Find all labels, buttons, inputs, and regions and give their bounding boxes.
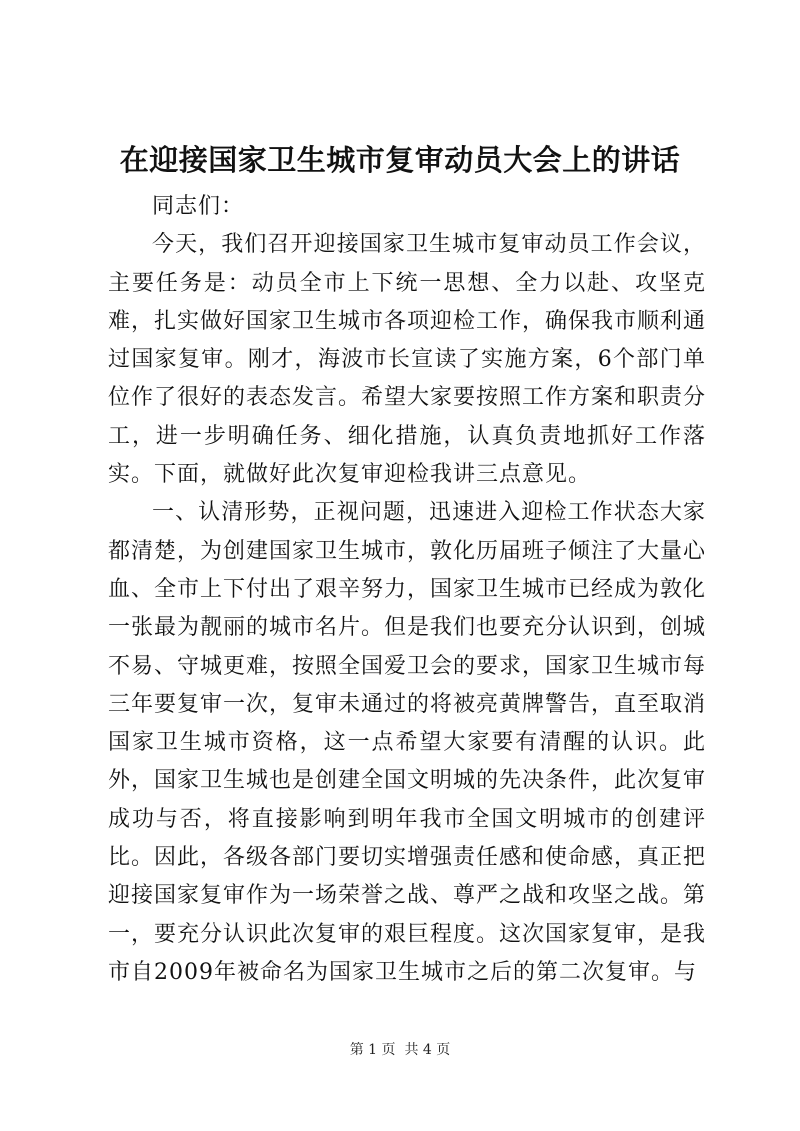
page-number: 第 1 页 共 4 页 [349, 1042, 451, 1058]
document-title: 在迎接国家卫生城市复审动员大会上的讲话 [119, 143, 681, 177]
page-footer [0, 1040, 800, 1060]
salutation-paragraph: 同志们： [152, 194, 245, 219]
body-paragraph: 今天，我们召开迎接国家卫生城市复审动员工作会议，主要任务是：动员全市上下统一思想、全力以赴、攻坚克难，扎实做好国家卫生城市各项迎检工作，确保我市顺利通过国家复审。刚才，海波市长宣读了实施方案，6个部门单位作了很好的表态发言。希望大家要按照工作方案和职责分工，进一步明确任务、细化措施，认真负责地抓好工作落实。下面，就做好此次复审迎检我讲三点意见。 [108, 232, 707, 488]
body-paragraph: 一、认清形势，正视问题，迅速进入迎检工作状态大家都清楚，为创建国家卫生城市，敦化历届班子倾注了大量心血、全市上下付出了艰辛努力，国家卫生城市已经成为敦化一张最为靓丽的城市名片。但是我们也要充分认识到，创城不易、守城更难，按照全国爱卫会的要求，国家卫生城市每三年要复审一次，复审未通过的将被亮黄牌警告，直至取消国家卫生城市资格，这一点希望大家要有清醒的认识。此外，国家卫生城也是创建全国文明城的先决条件，此次复审成功与否，将直接影响到明年我市全国文明城市的创建评比。因此，各级各部门要切实增强责任感和使命感，真正把迎接国家复审作为一场荣誉之战、尊严之战和攻坚之战。第一，要充分认识此次复审的艰巨程度。这次国家复审，是我市自2009年被命名为国家卫生城市之后的第二次复审。与 [108, 500, 707, 985]
document-body [108, 188, 706, 992]
